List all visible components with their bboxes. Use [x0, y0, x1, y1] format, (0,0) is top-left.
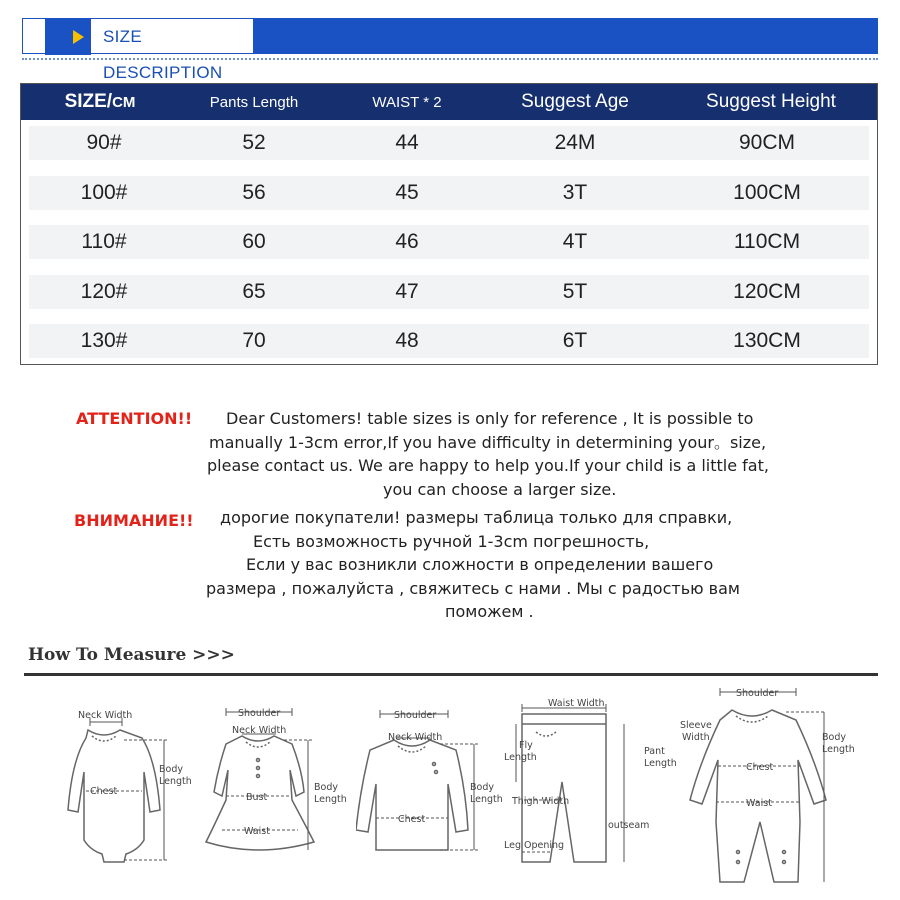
notice-line: Если у вас возникли сложности в определении вашего — [246, 555, 714, 574]
outseam-label: outseam — [608, 820, 650, 831]
section-rule — [24, 673, 878, 676]
body-length-label: Body — [159, 764, 183, 775]
play-arrow-icon — [45, 19, 91, 55]
chest-label: Chest — [398, 814, 426, 825]
cell-size: 120# — [80, 279, 128, 303]
thigh-width-label: Thigh Width — [512, 796, 570, 807]
header-waist: WAIST * 2 — [372, 93, 442, 111]
neck-width-label: Neck Width — [388, 732, 443, 743]
cell-age: 24M — [554, 131, 596, 154]
notice-line: please contact us. We are happy to help you.If your child is a little fat, — [207, 456, 769, 475]
cell-waist: 48 — [395, 329, 419, 353]
cell-size: 110# — [81, 230, 127, 254]
cell-age: 5T — [562, 279, 588, 303]
shoulder-label: Shoulder — [238, 708, 281, 719]
bodysuit-diagram — [40, 700, 200, 880]
chest-label: Chest — [90, 786, 118, 797]
cell-pants: 60 — [242, 230, 266, 254]
cell-pants: 52 — [242, 131, 266, 154]
cell-height: 90CM — [738, 131, 796, 154]
body-length-label-2: Length — [822, 744, 855, 755]
table-row — [29, 275, 869, 309]
body-length-label-2: Length — [470, 794, 503, 805]
waist-width-label: Waist Width — [548, 698, 605, 709]
body-length-label-2: Length — [159, 776, 192, 787]
romper-outline-icon — [690, 710, 826, 882]
banner-tab — [22, 18, 254, 82]
notice-line: manually 1-3cm error,If you have difficulty in determining your。size, — [209, 432, 767, 452]
leg-opening-label: Leg Opening — [504, 840, 565, 851]
table-row — [29, 126, 869, 160]
table-header — [21, 84, 877, 120]
waist-label: Waist — [746, 798, 772, 809]
notice-line: you can choose a larger size. — [383, 479, 617, 499]
cell-waist: 44 — [395, 131, 419, 154]
header-height: Suggest Height — [706, 91, 836, 112]
how-to-measure-title: How To Measure >>> — [28, 645, 235, 665]
attention-label: ATTENTION!! — [76, 409, 193, 428]
section-title: SIZE DESCRIPTION — [103, 27, 223, 82]
neck-width-label: Neck Width — [232, 725, 287, 736]
top-outline-icon — [356, 740, 468, 850]
cell-age: 3T — [562, 180, 588, 204]
waist-label: Waist — [244, 826, 270, 837]
cell-height: 110CM — [733, 230, 801, 254]
header-size: SIZE/CM — [64, 91, 136, 112]
table-body — [21, 120, 877, 364]
pants-diagram — [500, 692, 680, 882]
cell-age: 6T — [562, 329, 588, 353]
fly-length-label: Fly — [519, 740, 533, 751]
neck-width-label: Neck Width — [78, 710, 133, 721]
pant-length-label: Pant — [644, 746, 665, 757]
banner-divider — [22, 58, 878, 60]
cell-waist: 46 — [395, 230, 419, 254]
table-row — [29, 324, 869, 358]
shoulder-label: Shoulder — [394, 710, 437, 721]
cell-waist: 47 — [395, 279, 419, 303]
table-row — [29, 176, 869, 210]
header-pants-length: Pants Length — [209, 93, 299, 111]
chest-label: Chest — [746, 762, 774, 773]
sleeve-width-label-2: Width — [682, 732, 710, 743]
bust-label: Bust — [246, 792, 268, 803]
header-age: Suggest Age — [521, 91, 629, 112]
cell-size: 130# — [80, 329, 128, 353]
notice-line: дорогие покупатели! размеры таблица только для справки, — [220, 508, 733, 527]
top-diagram — [356, 700, 516, 880]
cell-pants: 65 — [242, 279, 266, 303]
notice-line: Dear Customers! table sizes is only for reference , It is possible to — [226, 409, 754, 428]
cell-height: 100CM — [733, 180, 801, 204]
body-length-label-2: Length — [314, 794, 347, 805]
cell-size: 100# — [80, 180, 128, 204]
cell-pants: 56 — [242, 180, 266, 204]
fly-length-label-2: Length — [504, 752, 537, 763]
sleeve-width-label: Sleeve — [680, 720, 712, 731]
body-length-label: Body — [822, 732, 846, 743]
cell-waist: 45 — [395, 180, 419, 204]
cell-pants: 70 — [242, 329, 266, 353]
romper-diagram — [676, 682, 876, 892]
notice-line: Есть возможность ручной 1-3cm погрешность, — [253, 531, 650, 551]
cell-age: 4T — [562, 230, 588, 254]
shoulder-label: Shoulder — [736, 688, 779, 699]
section-banner — [22, 18, 878, 82]
body-length-label: Body — [470, 782, 494, 793]
cell-height: 120CM — [733, 279, 801, 303]
size-table — [20, 83, 878, 365]
table-row — [29, 225, 869, 259]
attention-label-ru: ВНИМАНИЕ!! — [74, 511, 194, 530]
dress-diagram — [196, 700, 356, 880]
body-length-label: Body — [314, 782, 338, 793]
notice-line: размера , пожалуйста , свяжитесь с нами . Мы с радостью вам — [206, 578, 740, 598]
cell-size: 90# — [86, 131, 122, 154]
cell-height: 130CM — [733, 329, 801, 353]
pant-length-label-2: Length — [644, 758, 677, 769]
notice-line: поможем . — [445, 602, 534, 621]
